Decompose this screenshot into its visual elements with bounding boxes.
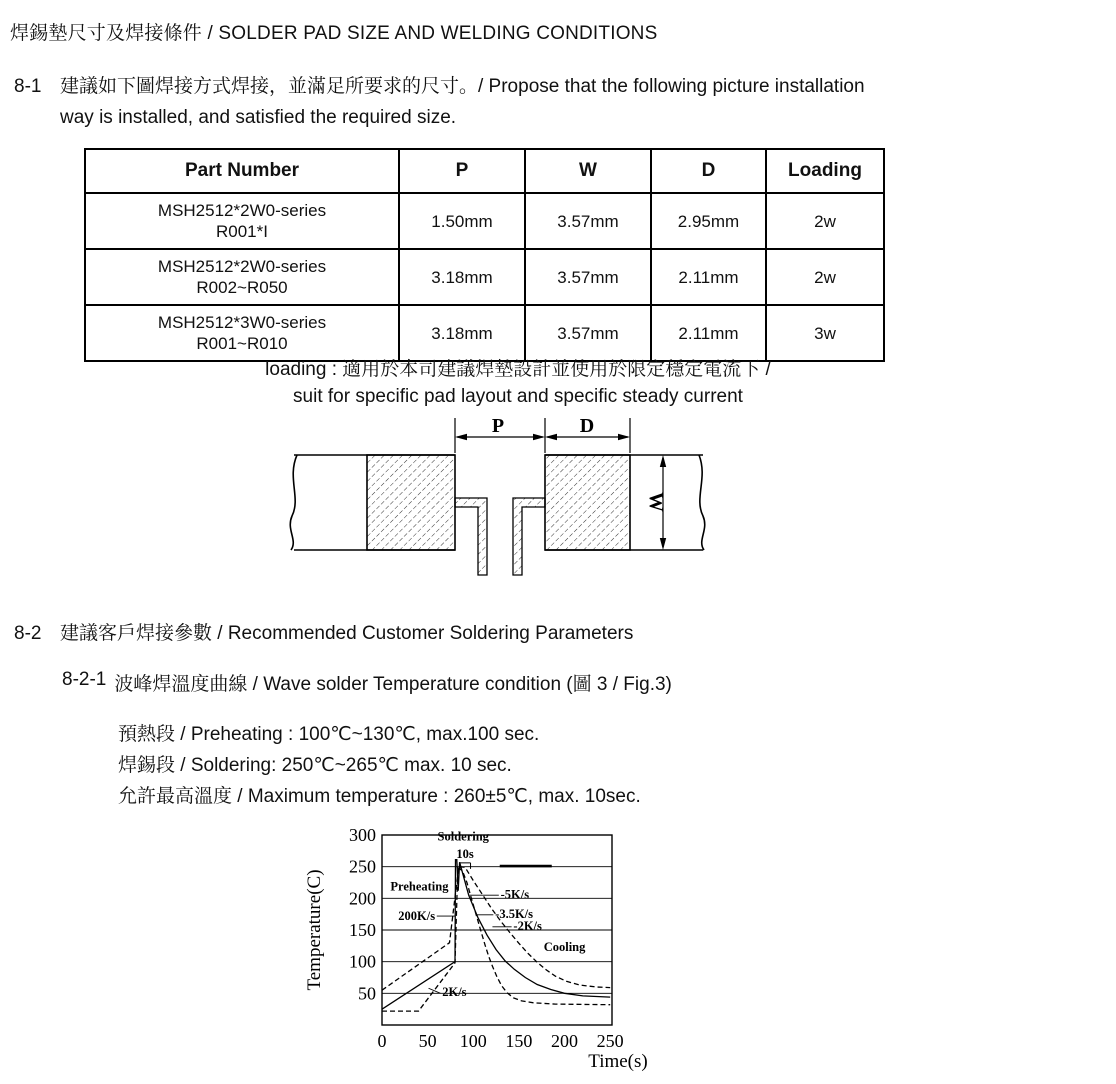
section-8-2-1-text: 波峰焊溫度曲線 / Wave solder Temperature condition (圖 3 / Fig.3) xyxy=(114,674,672,695)
y-tick-label: 100 xyxy=(349,951,376,972)
annotation-cooling: Cooling xyxy=(543,939,586,954)
pcb-substrate xyxy=(290,455,704,550)
part-number-line2: R002~R050 xyxy=(196,278,288,297)
loading-cell: 2w xyxy=(766,249,884,305)
section-8-1 xyxy=(14,71,1104,133)
section-8-1-line1: 建議如下圖焊接方式焊接，並滿足所要求的尺寸。/ Propose that the following picture installation xyxy=(60,76,865,97)
annotation--5k-s: -5K/s xyxy=(500,887,530,902)
annotation-200k-s: 200K/s xyxy=(398,908,436,923)
y-tick-label: 250 xyxy=(349,856,376,877)
pad-diagram xyxy=(280,412,720,592)
solder-pad-table xyxy=(84,148,885,362)
col-header-w: W xyxy=(525,149,651,193)
loading-note-line1: loading : 適用於本司建議焊墊設計並使用於限定穩定電流下 / xyxy=(265,359,771,380)
soldering-spec: 焊錫段 / Soldering: 250℃~265℃ max. 10 sec. xyxy=(118,755,512,776)
y-tick-label: 150 xyxy=(349,920,376,940)
solder-pad-left xyxy=(367,455,455,550)
annotation-preheating: Preheating xyxy=(390,879,449,894)
break-line-left xyxy=(290,455,297,550)
col-header-d: D xyxy=(651,149,766,193)
d-cell: 2.11mm xyxy=(651,305,766,361)
section-number: 8-2 xyxy=(14,623,42,644)
col-header-loading: Loading xyxy=(766,149,884,193)
section-8-2-1 xyxy=(62,669,1082,696)
w-cell: 3.57mm xyxy=(525,249,651,305)
dimension-p xyxy=(455,418,630,453)
pointer-line xyxy=(429,988,441,993)
annotation--3-5k-s: -3.5K/s xyxy=(495,906,534,921)
w-cell: 3.57mm xyxy=(525,305,651,361)
x-tick-label: 150 xyxy=(505,1031,533,1051)
annotation--2k-s: -2K/s xyxy=(513,919,542,933)
part-number-cell xyxy=(85,193,399,249)
part-number-line1: MSH2512*2W0-series xyxy=(157,257,327,276)
section-8-1-text xyxy=(60,71,865,133)
col-header-part-number: Part Number xyxy=(85,149,399,193)
y-tick-label: 200 xyxy=(349,888,376,909)
annotation-2k-s: 2K/s xyxy=(442,984,467,999)
table-row xyxy=(85,193,884,249)
section-8-2 xyxy=(14,618,1104,649)
section-8-1-line2: way is installed, and satisfied the required size. xyxy=(60,107,457,128)
soldering-parameters xyxy=(118,719,641,812)
part-number-cell xyxy=(85,249,399,305)
x-tick-label: 250 xyxy=(596,1031,624,1051)
part-number-cell xyxy=(85,305,399,361)
p-cell: 3.18mm xyxy=(399,305,525,361)
loading-note xyxy=(118,356,918,410)
d-cell: 2.95mm xyxy=(651,193,766,249)
preheating-spec: 預熱段 / Preheating : 100℃~130℃, max.100 sec. xyxy=(118,724,540,745)
break-line-right xyxy=(699,455,705,550)
dimension-p-label: P xyxy=(491,415,505,437)
section-number: 8-2-1 xyxy=(62,669,107,690)
loading-cell: 2w xyxy=(766,193,884,249)
terminal-right xyxy=(513,498,545,575)
page-title: 焊錫墊尺寸及焊接條件 / SOLDER PAD SIZE AND WELDING CONDITIONS xyxy=(10,23,658,44)
solder-pad-right xyxy=(545,455,630,550)
table-header-row xyxy=(85,149,884,193)
y-tick-label: 300 xyxy=(349,825,376,845)
table-row xyxy=(85,305,884,361)
x-tick-label: 100 xyxy=(459,1031,487,1051)
x-tick-label: 200 xyxy=(551,1031,579,1051)
x-tick-label: 0 xyxy=(377,1031,387,1051)
w-cell: 3.57mm xyxy=(525,193,651,249)
d-cell: 2.11mm xyxy=(651,249,766,305)
annotation-soldering: Soldering xyxy=(437,829,489,844)
x-tick-label: 50 xyxy=(418,1031,437,1051)
dimension-d-label: D xyxy=(579,415,595,437)
table-row xyxy=(85,249,884,305)
max-temperature-spec: 允許最高溫度 / Maximum temperature : 260±5℃, max. 10sec. xyxy=(118,786,641,807)
terminal-left xyxy=(455,498,487,575)
dimension-w-label: W xyxy=(645,492,667,512)
p-cell: 1.50mm xyxy=(399,193,525,249)
loading-note-line2: suit for specific pad layout and specific steady current xyxy=(293,386,743,407)
p-cell: 3.18mm xyxy=(399,249,525,305)
section-8-2-text: 建議客戶焊接參數 / Recommended Customer Soldering Parameters xyxy=(60,623,634,644)
section-number: 8-1 xyxy=(14,76,42,97)
part-number-line1: MSH2512*2W0-series xyxy=(157,201,327,220)
y-axis-title: Temperature(C) xyxy=(304,869,325,991)
x-axis-title: Time(s) xyxy=(588,1051,648,1072)
wave-solder-temperature-chart xyxy=(300,822,760,1084)
loading-cell: 3w xyxy=(766,305,884,361)
annotation-10s: 10s xyxy=(456,846,474,861)
y-tick-label: 50 xyxy=(358,983,376,1004)
col-header-p: P xyxy=(399,149,525,193)
part-number-line1: MSH2512*3W0-series xyxy=(157,313,327,332)
part-number-line2: R001*I xyxy=(216,222,268,241)
part-number-line2: R001~R010 xyxy=(196,334,288,353)
